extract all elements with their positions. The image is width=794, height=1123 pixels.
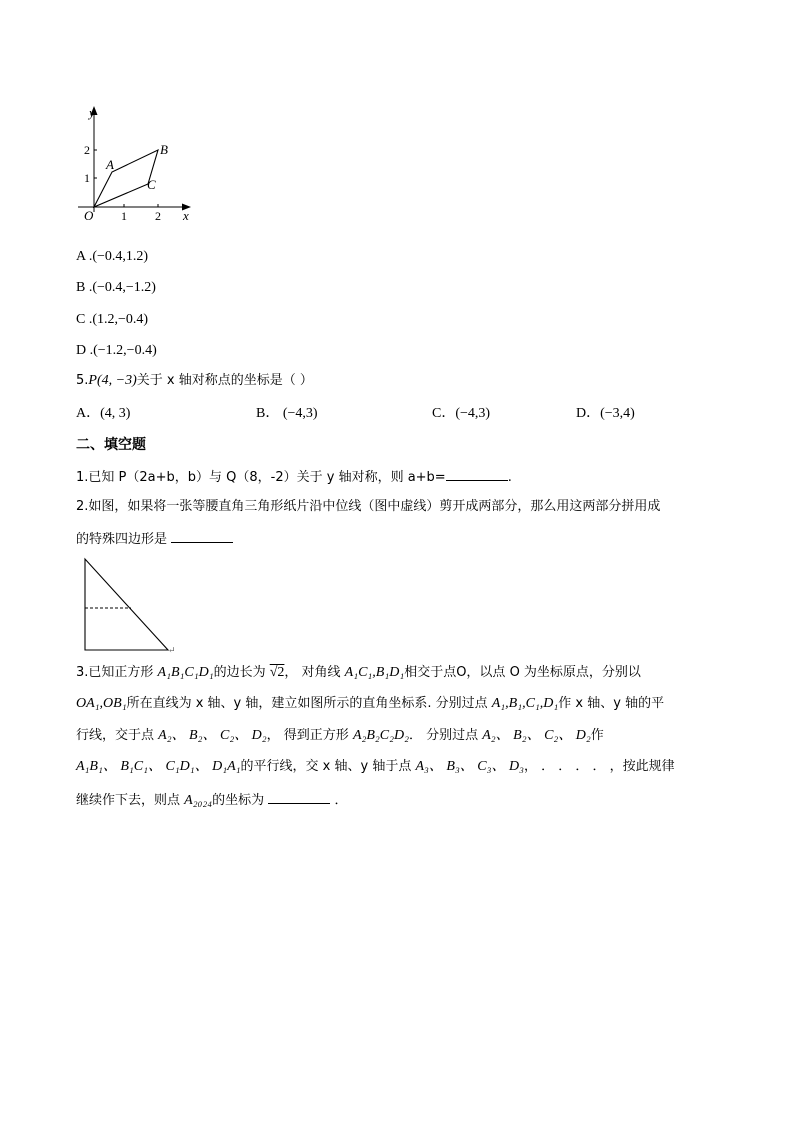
q5-option-a: A．(4, 3) [76,406,131,421]
q4-option-c: C .(1.2,−0.4) [76,312,149,327]
q5-options [76,405,736,423]
x-axis-label: x [183,208,189,223]
point-a-label: A [106,157,114,172]
q5-stem: 5.P(4, −3)关于 x 轴对称点的坐标是（ ） [76,373,313,388]
triangle-figure [82,556,182,656]
y-tick-label: 1 [84,171,90,185]
fill-question-3-line4: A₁B₁、 B₁C₁、 C₁D₁、 D₁A₁的平行线，交 x 轴、y 轴于点 A₃、 B₃、 C₃、 D₃， ． ． ． ． ，按此规律 [76,759,675,774]
section-heading: 二、填空题 [76,437,146,453]
coordinate-graph [70,100,200,225]
q5-option-d: D．(−3,4) [576,406,635,421]
x-tick-label: 2 [155,209,161,223]
return-mark: ↵ [168,645,176,655]
q5-option-c: C．(−4,3) [432,406,491,421]
fill-question-2-line2: 的特殊四边形是 [76,529,233,549]
q5-point: P(4, −3) [88,373,137,388]
isosceles-right-triangle [85,559,168,650]
origin-label: O [84,208,94,223]
fill-question-3-line5: 继续作下去，则点 A₂₀₂₄的坐标为 ． [76,790,347,810]
point-b-label: B [160,142,168,157]
answer-blank[interactable] [268,790,330,804]
x-tick-label: 1 [121,209,127,223]
q4-option-d: D .(−1.2,−0.4) [76,343,157,358]
answer-blank[interactable] [171,529,233,543]
answer-blank[interactable] [446,467,508,481]
fill-question-3-line2: OA₁,OB₁所在直线为 x 轴、y 轴，建立如图所示的直角坐标系. 分别过点 A₁,B₁,C₁,D₁作 x 轴、y 轴的平 [76,696,665,711]
y-tick-label: 2 [84,143,90,157]
fill-question-2-line1: 2.如图，如果将一张等腰直角三角形纸片沿中位线（图中虚线）剪开成两部分，那么用这两部分拼用成 [76,499,661,514]
fill-question-3-line1: 3.已知正方形 A₁B₁C₁D₁的边长为 √2， 对角线 A₁C₁,B₁D₁相交于点O，以点 O 为坐标原点，分别以 [76,665,641,680]
fill-question-1: 1.已知 P（2a+b，b）与 Q（8，-2）关于 y 轴对称，则 a+b= . [76,467,512,487]
q5-option-b: B． (−4,3) [256,406,318,421]
q4-option-a: A .(−0.4,1.2) [76,249,149,264]
y-axis-label: y [89,105,95,120]
point-c-label: C [147,177,156,192]
q4-option-b: B .(−0.4,−1.2) [76,280,156,295]
fill-question-3-line3: 行线，交于点 A₂、 B₂、 C₂、 D₂， 得到正方形 A₂B₂C₂D₂． 分别过点 A₂、 B₂、 C₂、 D₂作 [76,728,604,743]
